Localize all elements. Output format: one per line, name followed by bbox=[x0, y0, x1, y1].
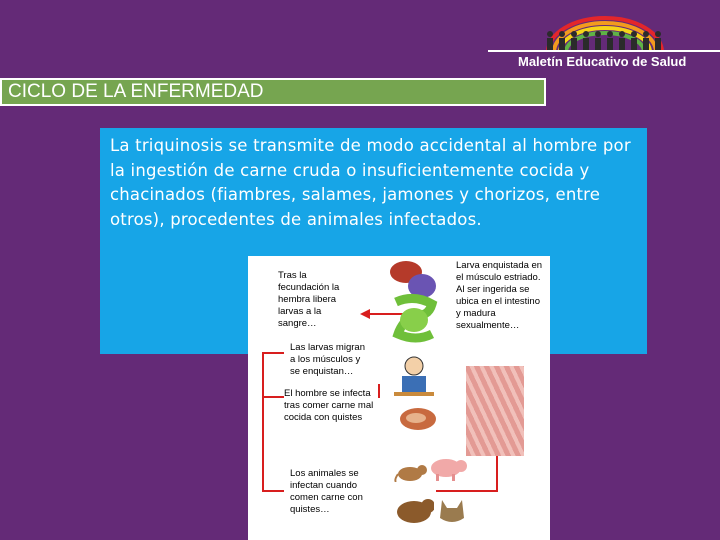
brand-name: Maletín Educativo de Salud bbox=[518, 54, 687, 69]
arrow-line bbox=[262, 396, 284, 398]
wild-cat-icon bbox=[438, 494, 466, 526]
header-divider bbox=[488, 50, 720, 52]
trichinosis-cycle-diagram bbox=[248, 256, 550, 540]
diagram-label-larva-enquistada: Larva enquistada en el músculo estriado. Al ser ingerida se ubica en el intestino y madura sexualmente… bbox=[456, 260, 543, 331]
raw-meat-icon bbox=[398, 406, 438, 432]
bear-icon bbox=[394, 494, 434, 526]
arrow-line bbox=[262, 490, 284, 492]
arrow-line bbox=[262, 352, 284, 354]
diagram-label-hombre: El hombre se infecta tras comer carne mal cocida con quistes bbox=[284, 388, 374, 423]
diagram-label-migracion: Las larvas migran a los músculos y se enquistan… bbox=[290, 342, 365, 377]
arrow-line bbox=[436, 490, 498, 492]
diagram-label-fecundacion: Tras la fecundación la hembra libera larvas a la sangre… bbox=[278, 270, 340, 329]
muscle-tissue-image bbox=[466, 366, 524, 456]
arrow-line bbox=[262, 352, 264, 492]
title-bar bbox=[0, 78, 546, 106]
arrow-head-icon bbox=[360, 309, 370, 319]
page-title: CICLO DE LA ENFERMEDAD bbox=[8, 81, 264, 102]
diagram-label-animales: Los animales se infectan cuando comen carne con quistes… bbox=[290, 468, 363, 515]
pig-icon bbox=[428, 456, 468, 482]
digestive-organs-icon bbox=[388, 258, 440, 348]
body-paragraph: La triquinosis se transmite de modo accidental al hombre por la ingestión de carne cruda o insuficientemente cocida y chacinados (fiambres, salames, jamones y chorizos, entre otros), procedentes de animales infectados. bbox=[110, 136, 631, 229]
rat-icon bbox=[394, 462, 428, 482]
person-eating-icon bbox=[392, 354, 436, 400]
